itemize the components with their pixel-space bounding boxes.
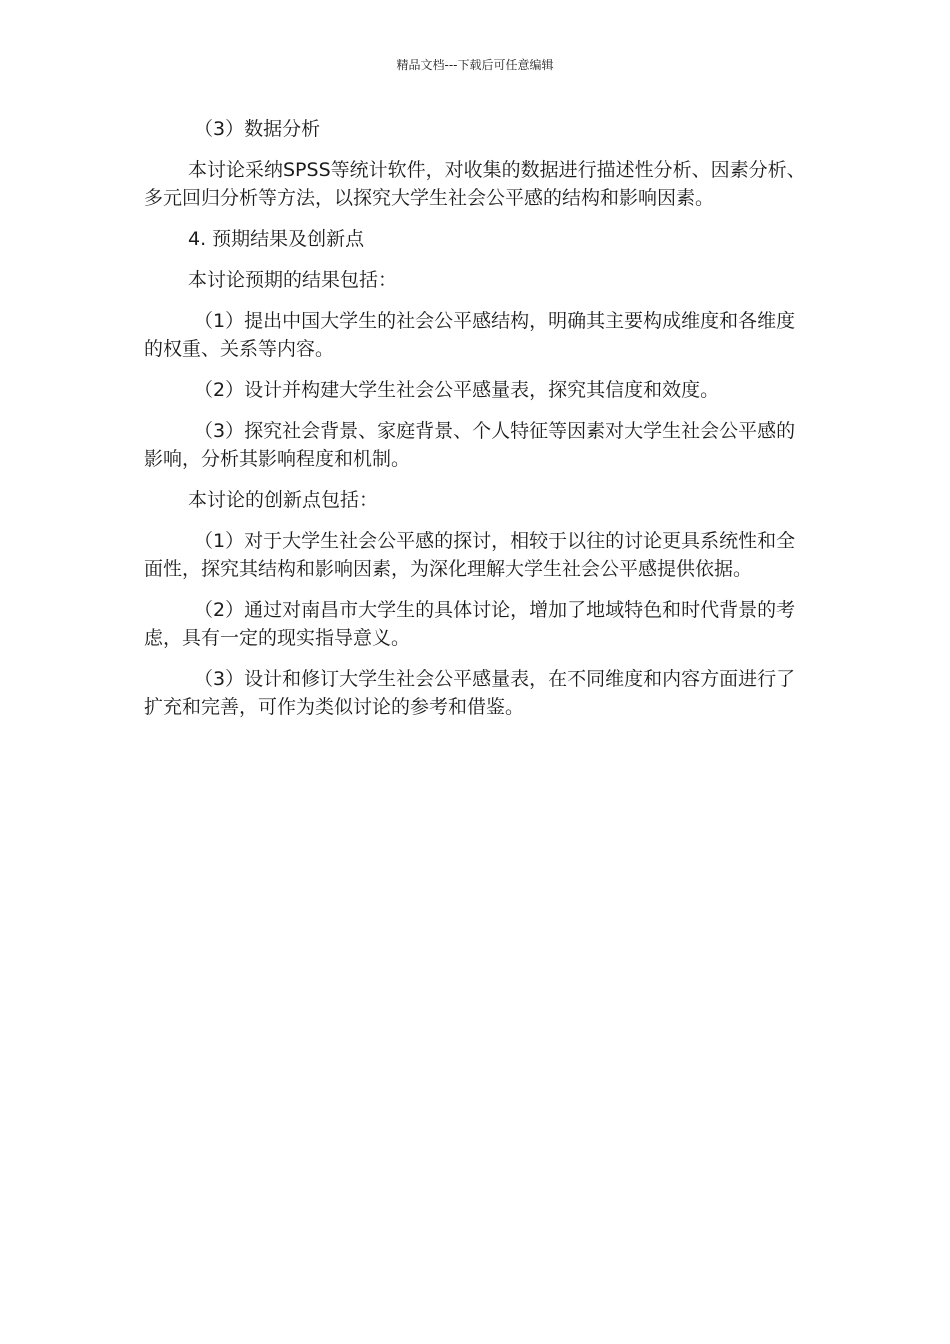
document-body xyxy=(144,115,808,734)
innovation-item-2: （2）通过对南昌市大学生的具体讨论，增加了地域特色和时代背景的考虑，具有一定的现实指导意义。 xyxy=(144,599,796,649)
paragraph-data-analysis: 本讨论采纳SPSS等统计软件，对收集的数据进行描述性分析、因素分析、多元回归分析等方法，以探究大学生社会公平感的结构和影响因素。 xyxy=(144,159,806,209)
expected-result-item-3: （3）探究社会背景、家庭背景、个人特征等因素对大学生社会公平感的影响，分析其影响程度和机制。 xyxy=(144,420,796,470)
paragraph-innovation-intro: 本讨论的创新点包括： xyxy=(188,489,379,511)
paragraph-data-analysis-heading: （3）数据分析 xyxy=(194,118,321,140)
paragraph-expected-results-intro: 本讨论预期的结果包括： xyxy=(188,269,398,291)
innovation-item-3: （3）设计和修订大学生社会公平感量表，在不同维度和内容方面进行了扩充和完善，可作为类似讨论的参考和借鉴。 xyxy=(144,668,796,718)
page-header: 精品文档---下载后可任意编辑 xyxy=(396,58,554,72)
expected-result-item-2: （2）设计并构建大学生社会公平感量表，探究其信度和效度。 xyxy=(194,379,720,401)
section-heading-expected-results: 4. 预期结果及创新点 xyxy=(188,228,365,250)
expected-result-item-1: （1）提出中国大学生的社会公平感结构，明确其主要构成维度和各维度的权重、关系等内容。 xyxy=(144,310,796,360)
innovation-item-1: （1）对于大学生社会公平感的探讨，相较于以往的讨论更具系统性和全面性，探究其结构和影响因素，为深化理解大学生社会公平感提供依据。 xyxy=(144,530,796,580)
